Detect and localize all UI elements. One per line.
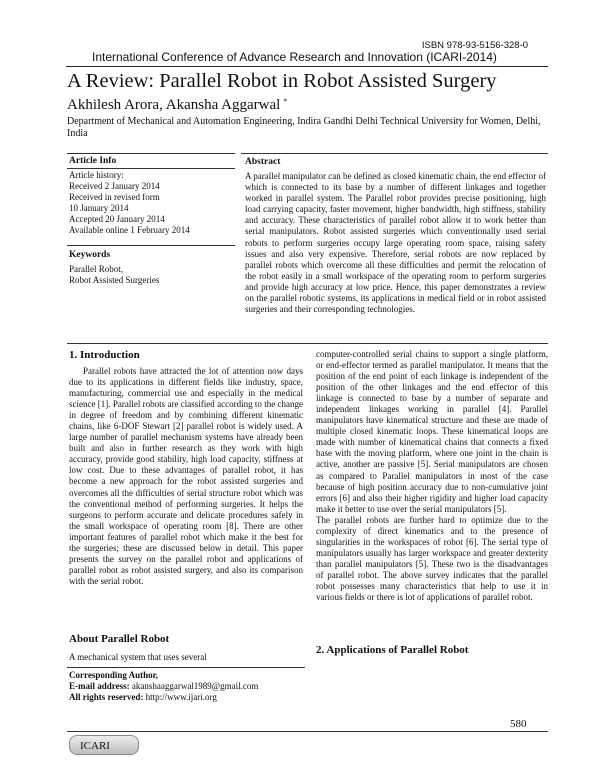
keyword: Parallel Robot, <box>69 264 123 274</box>
page-number: 580 <box>510 718 527 730</box>
history-line: Received 2 January 2014 <box>69 181 160 191</box>
article-history <box>69 170 237 236</box>
right-column-body <box>316 349 548 603</box>
abstract-heading: Abstract <box>245 157 281 167</box>
header-rule <box>66 66 548 67</box>
email-address[interactable]: akanshaaggarwal1989@gmail.com <box>131 681 259 691</box>
footer-rule <box>67 731 548 732</box>
history-line: 10 January 2014 <box>69 203 129 213</box>
about-paragraph: A mechanical system that uses several <box>69 652 207 662</box>
corresponding-mark: * <box>283 97 288 106</box>
keywords-heading: Keywords <box>69 250 111 260</box>
intro-paragraph: Parallel robots have attracted the lot of attention now days due to its applications in different fields like industry, space, manufacturing, commercial use and especially in the medical science [1]. Parallel robots are classified according to the change in degree of freedom and by combining different kinematic chains, like 6-DOF Stewart [2] parallel robot is widely used. A large number of parallel mechanism systems have already been built and also in further research as they work with high accuracy, provide good stability, high load capacity, stiffness at low cost. Due to these advantages of parallel robot, it has become a new approach for the robot assisted surgeries and overcomes all the difficulties of serial structure robot which was the conventional method of performing surgeries. It helps the surgeons to perform accurate and delicate procedures safely in the small workspace of operating room [8]. There are other important features of parallel robot which make it the best for the surgeries; these are discussed below in detail. This paper presents the survey on the parallel robot and applications of parallel robot as robot assisted surgery, and also its comparison with the serial robot. <box>69 366 303 586</box>
subsection-heading-about: About Parallel Robot <box>69 633 170 645</box>
abstract-rule-top <box>241 153 548 154</box>
footnote-rule <box>67 667 305 668</box>
icari-badge: ICARI <box>69 735 139 755</box>
history-line: Accepted 20 January 2014 <box>69 214 165 224</box>
article-info-heading: Article Info <box>69 156 117 166</box>
isbn: ISBN 978-93-5156-328-0 <box>421 40 528 51</box>
section-heading-introduction: 1. Introduction <box>69 349 140 361</box>
article-info-rule-top <box>67 153 235 154</box>
rights-label: All rights reserved: <box>69 692 144 702</box>
keyword: Robot Assisted Surgeries <box>69 275 160 285</box>
keywords-rule <box>67 245 235 246</box>
author-names: Akhilesh Arora, Akansha Aggarwal <box>67 97 281 113</box>
history-line: Received in revised form <box>69 192 160 202</box>
introduction-body <box>69 366 303 587</box>
abstract-rule-bottom <box>67 343 548 344</box>
email-label: E-mail address: <box>69 681 130 691</box>
affiliation: Department of Mechanical and Automation Engineering, Indira Gandhi Delhi Technical University for Women, Delhi, India <box>67 116 541 139</box>
paper-title: A Review: Parallel Robot in Robot Assisted Surgery <box>67 70 497 92</box>
corresponding-author-label: Corresponding Author, <box>69 670 159 680</box>
history-line: Article history: <box>69 170 124 180</box>
article-info-rule <box>67 168 235 169</box>
right-paragraph: computer-controlled serial chains to support a single platform, or end-effector termed as parallel manipulator. It means that the position of the end point of each linkage is independent of the position of the other linkages and the end effector of this linkage is connected to base by a number of separate and independent linkages working in parallel [4]. Parallel manipulators have kinematical structure and these are made of multiple closed kinematic loops. These kinematical loops are made with number of kinematical chains that connects a fixed base with the moving platform, where one joint in the chain is active, another are passive [5]. Serial manipulators are chosen as compared to Parallel manipulators in most of the case because of high position accuracy due to non-cumulative joint errors [6] and also their higher rigidity and higher load capacity make it better to use over the serial manipulators [5]. <box>316 349 548 514</box>
footnote <box>69 670 307 703</box>
keywords-list <box>69 264 237 286</box>
section-heading-applications: 2. Applications of Parallel Robot <box>316 644 469 656</box>
journal-url[interactable]: http://www.ijari.org <box>145 692 217 702</box>
authors <box>67 97 287 114</box>
conference-name: International Conference of Advance Research and Innovation (ICARI-2014) <box>92 50 497 64</box>
history-line: Available online 1 February 2014 <box>69 225 190 235</box>
abstract-text: A parallel manipulator can be defined as closed kinematic chain, the end effector of which is connected to its base by a number of different linkages and together worked in parallel system. The Parallel robot provides precise positioning, high load carrying capacity, faster movement, higher bandwidth, high stiffness, stability and accuracy. These characteristics of parallel robot allow it to work better than serial manipulators. Robot assisted surgeries which conventionally used serial robots to perform surgeries occupy large operating room space, raising safety issues and also very expensive. Therefore, serial robots are now replaced by parallel robots which overcome all these difficulties and permit the relocation of the robot easily in a small workspace of the operating room to perform surgeries and provide high accuracy at low price. Hence, this paper demonstrates a review on the parallel robotic systems, its applications in medical field or in robot assisted surgeries and their corresponding technologies. <box>245 171 546 315</box>
right-paragraph: The parallel robots are further hard to optimize due to the complexity of direct kinematics and to the presence of singularities in the workspaces of robot [6]. The serial type of manipulators usually has larger workspace and greater dexterity than parallel manipulators [5]. These two is the disadvantages of parallel robot. The above survey indicates that the parallel robot possesses many characteristics that help to use it in various fields or there is lot of applications of parallel robot. <box>316 514 548 603</box>
